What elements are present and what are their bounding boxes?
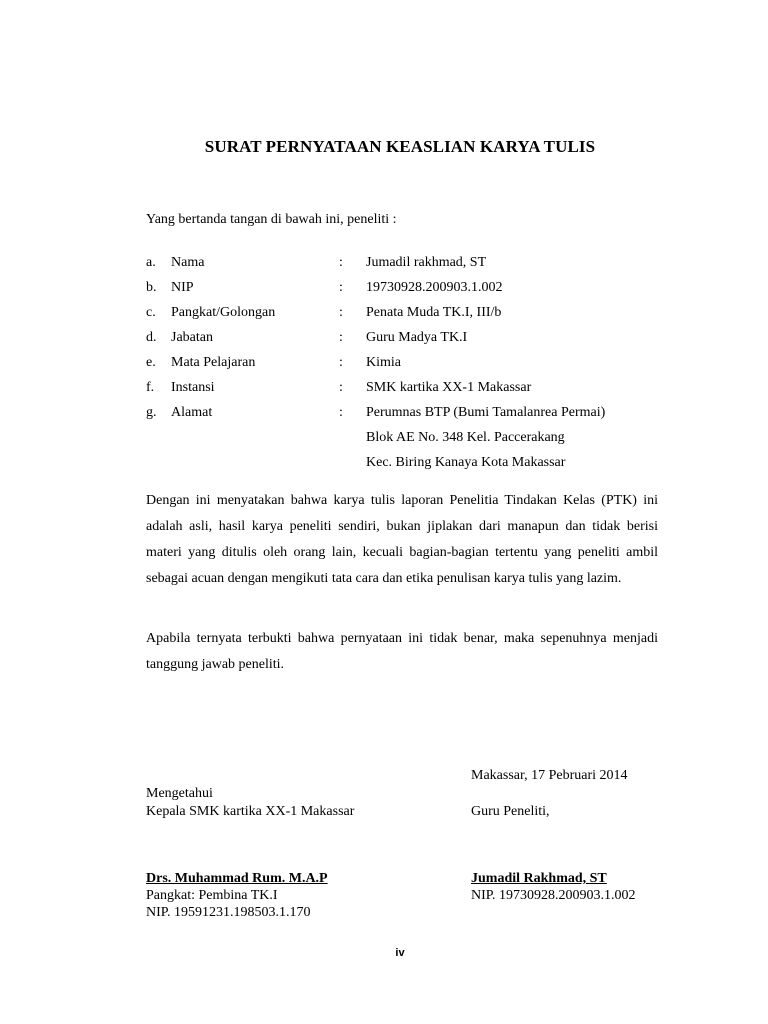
field-letter: a. bbox=[146, 255, 156, 270]
field-colon: : bbox=[339, 305, 343, 320]
field-colon: : bbox=[339, 280, 343, 295]
field-row-position bbox=[146, 329, 666, 354]
field-letter: d. bbox=[146, 330, 157, 345]
field-label: Instansi bbox=[171, 380, 215, 395]
field-value: Blok AE No. 348 Kel. Paccerakang bbox=[366, 430, 565, 445]
statement-paragraph: Dengan ini menyatakan bahwa karya tulis laporan Penelitia Tindakan Kelas (PTK) ini adalah asli, hasil karya peneliti sendiri, bukan jiplakan dari manapun dan tidak berisi materi yang ditulis oleh orang lain, kecuali bagian-bagian tertentu yang peneliti ambil sebagai acuan dengan mengikuti tata cara dan etika penulisan karya tulis yang lazim. bbox=[146, 493, 658, 586]
principal-role: Kepala SMK kartika XX-1 Makassar bbox=[146, 804, 355, 819]
field-row-address-line-2 bbox=[146, 429, 666, 454]
document-title: SURAT PERNYATAAN KEASLIAN KARYA TULIS bbox=[204, 137, 596, 156]
field-row-subject bbox=[146, 354, 666, 379]
field-row-address-line-3 bbox=[146, 454, 666, 479]
responsibility-paragraph: Apabila ternyata terbukti bahwa pernyataan ini tidak benar, maka sepenuhnya menjadi tanggung jawab peneliti. bbox=[146, 631, 658, 672]
field-letter: e. bbox=[146, 355, 156, 370]
field-value: Penata Muda TK.I, III/b bbox=[366, 305, 502, 320]
researcher-name: Jumadil Rakhmad, ST bbox=[471, 871, 607, 886]
page-number: iv bbox=[395, 947, 405, 959]
field-letter: g. bbox=[146, 405, 157, 420]
field-value: Kimia bbox=[366, 355, 401, 370]
field-value: Perumnas BTP (Bumi Tamalanrea Permai) bbox=[366, 405, 606, 420]
field-label: Jabatan bbox=[171, 330, 213, 345]
field-label: Nama bbox=[171, 255, 205, 270]
field-colon: : bbox=[339, 405, 343, 420]
field-row-nip bbox=[146, 279, 666, 304]
field-row-address bbox=[146, 404, 666, 429]
intro-text: Yang bertanda tangan di bawah ini, peneliti : bbox=[146, 212, 397, 227]
field-row-rank bbox=[146, 304, 666, 329]
field-label: Pangkat/Golongan bbox=[171, 305, 276, 320]
field-label: Alamat bbox=[171, 405, 213, 420]
principal-rank: Pangkat: Pembina TK.I bbox=[146, 888, 278, 903]
field-value: Guru Madya TK.I bbox=[366, 330, 468, 345]
researcher-role: Guru Peneliti, bbox=[471, 804, 550, 819]
researcher-nip: NIP. 19730928.200903.1.002 bbox=[471, 888, 636, 903]
principal-name: Drs. Muhammad Rum. M.A.P bbox=[146, 871, 328, 886]
field-label: NIP bbox=[171, 280, 194, 295]
field-row-name bbox=[146, 254, 666, 279]
identity-fields bbox=[146, 254, 666, 479]
field-colon: : bbox=[339, 380, 343, 395]
field-letter: f. bbox=[146, 380, 155, 395]
field-value: 19730928.200903.1.002 bbox=[366, 280, 503, 295]
acknowledged-label: Mengetahui bbox=[146, 786, 213, 801]
field-letter: b. bbox=[146, 280, 157, 295]
field-value: SMK kartika XX-1 Makassar bbox=[366, 380, 532, 395]
field-colon: : bbox=[339, 330, 343, 345]
field-letter: c. bbox=[146, 305, 156, 320]
field-row-institution bbox=[146, 379, 666, 404]
field-value: Jumadil rakhmad, ST bbox=[366, 255, 487, 270]
field-colon: : bbox=[339, 355, 343, 370]
field-label: Mata Pelajaran bbox=[171, 355, 256, 370]
principal-nip: NIP. 19591231.198503.1.170 bbox=[146, 905, 311, 920]
field-colon: : bbox=[339, 255, 343, 270]
field-value: Kec. Biring Kanaya Kota Makassar bbox=[366, 455, 566, 470]
place-date: Makassar, 17 Pebruari 2014 bbox=[471, 768, 628, 783]
